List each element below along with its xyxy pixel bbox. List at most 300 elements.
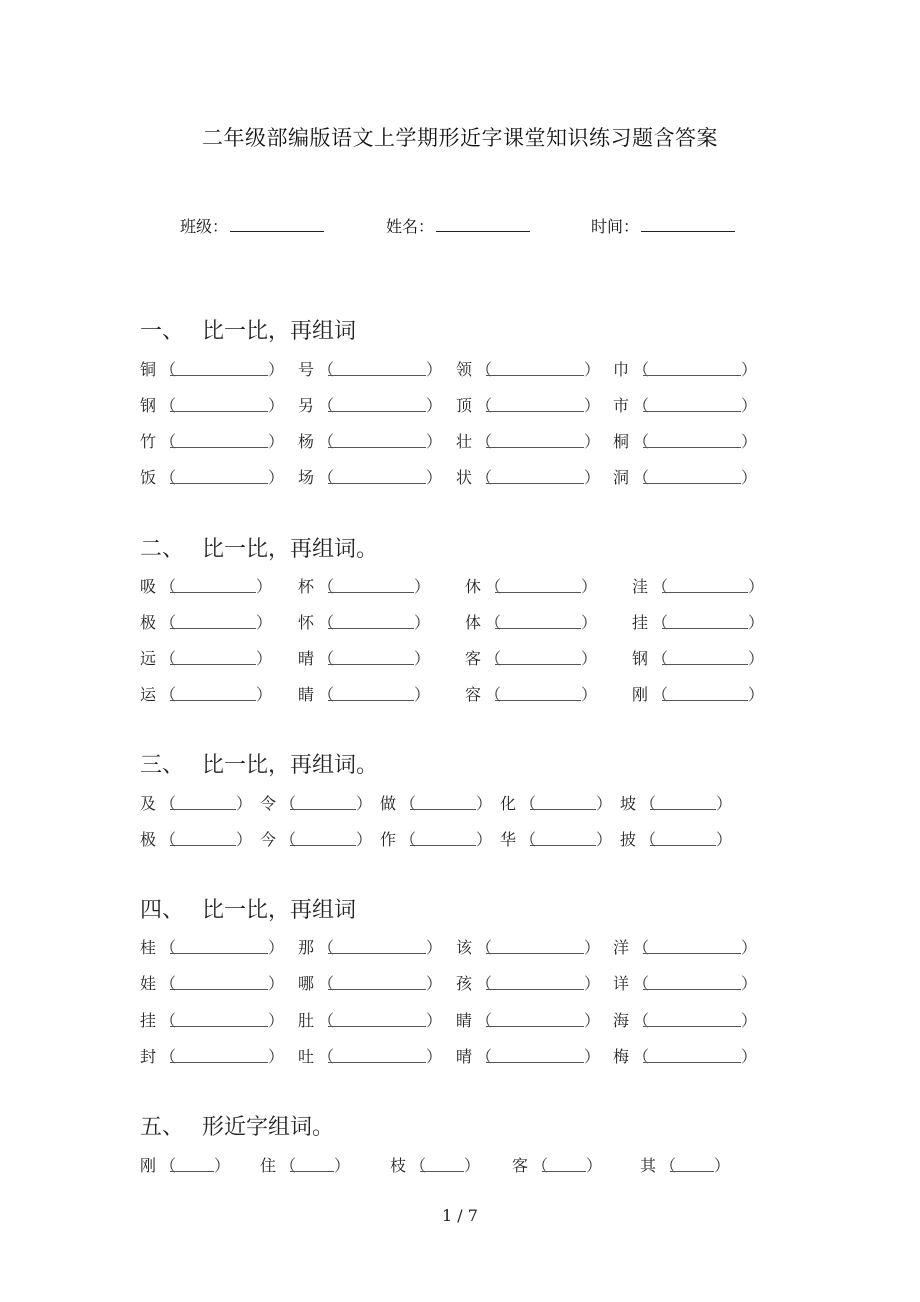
- word-item: [260, 829, 372, 851]
- answer-blank[interactable]: [650, 829, 716, 846]
- close-paren: ）: [581, 649, 598, 668]
- section-heading-text: 形近字组词。: [202, 1115, 335, 1140]
- character: 远: [140, 649, 157, 668]
- close-paren: ）: [716, 794, 733, 813]
- open-paren: （: [160, 794, 177, 813]
- open-paren: （: [485, 685, 502, 704]
- close-paren: ）: [714, 1156, 731, 1175]
- section-heading-text: 比一比，再组词。: [202, 753, 379, 778]
- character: 号: [298, 360, 315, 379]
- close-paren: ）: [584, 1047, 601, 1066]
- close-paren: ）: [741, 468, 758, 487]
- character: 另: [298, 396, 315, 415]
- answer-blank[interactable]: [420, 1155, 464, 1172]
- close-paren: ）: [716, 830, 733, 849]
- answer-blank[interactable]: [170, 359, 268, 376]
- answer-blank[interactable]: [290, 793, 356, 810]
- answer-blank[interactable]: [530, 793, 596, 810]
- character: 化: [500, 794, 517, 813]
- word-item: [613, 467, 757, 489]
- open-paren: （: [160, 432, 177, 451]
- answer-blank[interactable]: [328, 359, 426, 376]
- answer-blank[interactable]: [328, 612, 414, 629]
- answer-blank[interactable]: [530, 829, 596, 846]
- character: 娃: [140, 974, 157, 993]
- character: 梅: [613, 1047, 630, 1066]
- answer-blank[interactable]: [643, 431, 741, 448]
- open-paren: （: [633, 432, 650, 451]
- close-paren: ）: [256, 613, 273, 632]
- open-paren: （: [410, 1156, 427, 1175]
- word-item: [500, 793, 612, 815]
- answer-blank[interactable]: [170, 576, 256, 593]
- character: 其: [640, 1156, 657, 1175]
- open-paren: （: [318, 1047, 335, 1066]
- close-paren: ）: [741, 396, 758, 415]
- close-paren: ）: [256, 577, 273, 596]
- close-paren: ）: [414, 685, 431, 704]
- open-paren: （: [485, 613, 502, 632]
- answer-blank[interactable]: [486, 431, 584, 448]
- character: 晴: [298, 649, 315, 668]
- word-item: [140, 648, 272, 670]
- character: 吐: [298, 1047, 315, 1066]
- close-paren: ）: [741, 974, 758, 993]
- word-item: [456, 1010, 600, 1032]
- section-heading: [140, 314, 356, 345]
- character: 钢: [140, 396, 157, 415]
- close-paren: ）: [584, 1011, 601, 1030]
- open-paren: （: [160, 396, 177, 415]
- word-item: [512, 1155, 602, 1177]
- character: 市: [613, 396, 630, 415]
- character: 桐: [613, 432, 630, 451]
- character: 极: [140, 830, 157, 849]
- open-paren: （: [532, 1156, 549, 1175]
- word-item: [465, 576, 597, 598]
- open-paren: （: [318, 577, 335, 596]
- open-paren: （: [652, 649, 669, 668]
- close-paren: ）: [256, 685, 273, 704]
- word-item: [298, 395, 442, 417]
- character: 运: [140, 685, 157, 704]
- close-paren: ）: [426, 396, 443, 415]
- close-paren: ）: [268, 360, 285, 379]
- answer-blank[interactable]: [170, 793, 236, 810]
- answer-blank[interactable]: [662, 684, 748, 701]
- character: 封: [140, 1047, 157, 1066]
- character: 洋: [613, 938, 630, 957]
- section-heading: [140, 893, 356, 924]
- open-paren: （: [280, 830, 297, 849]
- word-item: [456, 395, 600, 417]
- open-paren: （: [318, 468, 335, 487]
- open-paren: （: [476, 432, 493, 451]
- answer-blank[interactable]: [170, 431, 268, 448]
- section-number: 四、: [140, 898, 185, 923]
- name-field: [386, 214, 530, 237]
- character: 肚: [298, 1011, 315, 1030]
- time-blank[interactable]: [641, 217, 735, 232]
- character: 洼: [632, 577, 649, 596]
- answer-blank[interactable]: [170, 467, 268, 484]
- character: 枝: [390, 1156, 407, 1175]
- answer-blank[interactable]: [643, 973, 741, 990]
- answer-blank[interactable]: [662, 648, 748, 665]
- open-paren: （: [633, 974, 650, 993]
- close-paren: ）: [596, 794, 613, 813]
- character: 桂: [140, 938, 157, 957]
- character: 该: [456, 938, 473, 957]
- word-item: [298, 973, 442, 995]
- answer-blank[interactable]: [328, 937, 426, 954]
- answer-blank[interactable]: [495, 648, 581, 665]
- close-paren: ）: [268, 1047, 285, 1066]
- character: 刚: [140, 1156, 157, 1175]
- answer-blank[interactable]: [650, 793, 716, 810]
- close-paren: ）: [414, 613, 431, 632]
- word-item: [613, 937, 757, 959]
- close-paren: ）: [741, 360, 758, 379]
- open-paren: （: [318, 613, 335, 632]
- open-paren: （: [160, 649, 177, 668]
- close-paren: ）: [748, 685, 765, 704]
- open-paren: （: [476, 468, 493, 487]
- close-paren: ）: [748, 649, 765, 668]
- page-number: 1 / 7: [442, 1206, 478, 1225]
- close-paren: ）: [464, 1156, 481, 1175]
- close-paren: ）: [584, 938, 601, 957]
- close-paren: ）: [476, 830, 493, 849]
- open-paren: （: [652, 613, 669, 632]
- open-paren: （: [160, 685, 177, 704]
- word-item: [140, 612, 272, 634]
- word-item: [620, 829, 732, 851]
- answer-blank[interactable]: [495, 576, 581, 593]
- answer-blank[interactable]: [486, 937, 584, 954]
- character: 详: [613, 974, 630, 993]
- open-paren: （: [476, 938, 493, 957]
- document-title: 二年级部编版语文上学期形近字课堂知识练习题含答案: [202, 126, 718, 150]
- word-item: [500, 829, 612, 851]
- open-paren: （: [160, 830, 177, 849]
- word-item: [260, 1155, 350, 1177]
- character: 令: [260, 794, 277, 813]
- character: 披: [620, 830, 637, 849]
- word-item: [140, 684, 272, 706]
- answer-blank[interactable]: [486, 467, 584, 484]
- close-paren: ）: [426, 1011, 443, 1030]
- open-paren: （: [318, 1011, 335, 1030]
- character: 坡: [620, 794, 637, 813]
- answer-blank[interactable]: [290, 829, 356, 846]
- character: 海: [613, 1011, 630, 1030]
- open-paren: （: [160, 974, 177, 993]
- word-item: [613, 1046, 757, 1068]
- word-item: [456, 937, 600, 959]
- open-paren: （: [660, 1156, 677, 1175]
- close-paren: ）: [748, 613, 765, 632]
- word-item: [380, 829, 492, 851]
- answer-blank[interactable]: [410, 829, 476, 846]
- word-item: [140, 431, 284, 453]
- close-paren: ）: [748, 577, 765, 596]
- word-item: [632, 648, 764, 670]
- word-item: [613, 431, 757, 453]
- word-item: [298, 612, 430, 634]
- answer-blank[interactable]: [170, 937, 268, 954]
- close-paren: ）: [581, 685, 598, 704]
- section-heading: [140, 532, 378, 563]
- answer-blank[interactable]: [170, 648, 256, 665]
- close-paren: ）: [268, 468, 285, 487]
- word-item: [632, 612, 764, 634]
- open-paren: （: [160, 360, 177, 379]
- open-paren: （: [160, 938, 177, 957]
- character: 孩: [456, 974, 473, 993]
- character: 挂: [140, 1011, 157, 1030]
- answer-blank[interactable]: [328, 576, 414, 593]
- section-heading-text: 比一比，再组词: [202, 898, 357, 923]
- answer-blank[interactable]: [495, 612, 581, 629]
- close-paren: ）: [741, 1011, 758, 1030]
- close-paren: ）: [426, 432, 443, 451]
- character: 容: [465, 685, 482, 704]
- word-item: [632, 576, 764, 598]
- answer-blank[interactable]: [170, 1155, 214, 1172]
- section-number: 五、: [140, 1115, 185, 1140]
- close-paren: ）: [414, 577, 431, 596]
- answer-blank[interactable]: [170, 829, 236, 846]
- close-paren: ）: [414, 649, 431, 668]
- close-paren: ）: [268, 396, 285, 415]
- word-item: [390, 1155, 480, 1177]
- character: 哪: [298, 974, 315, 993]
- answer-blank[interactable]: [486, 395, 584, 412]
- close-paren: ）: [741, 1047, 758, 1066]
- open-paren: （: [520, 830, 537, 849]
- word-item: [456, 431, 600, 453]
- open-paren: （: [476, 360, 493, 379]
- open-paren: （: [318, 432, 335, 451]
- word-item: [298, 1010, 442, 1032]
- close-paren: ）: [268, 974, 285, 993]
- character: 状: [456, 468, 473, 487]
- open-paren: （: [520, 794, 537, 813]
- answer-blank[interactable]: [670, 1155, 714, 1172]
- section-heading: [140, 1110, 334, 1141]
- answer-blank[interactable]: [662, 612, 748, 629]
- word-item: [140, 793, 252, 815]
- character: 住: [260, 1156, 277, 1175]
- character: 那: [298, 938, 315, 957]
- class-blank[interactable]: [230, 217, 324, 232]
- answer-blank[interactable]: [328, 467, 426, 484]
- word-item: [632, 684, 764, 706]
- close-paren: ）: [426, 360, 443, 379]
- answer-blank[interactable]: [662, 576, 748, 593]
- close-paren: ）: [426, 974, 443, 993]
- answer-blank[interactable]: [486, 359, 584, 376]
- open-paren: （: [160, 1156, 177, 1175]
- answer-blank[interactable]: [290, 1155, 334, 1172]
- character: 场: [298, 468, 315, 487]
- close-paren: ）: [256, 649, 273, 668]
- answer-blank[interactable]: [170, 684, 256, 701]
- close-paren: ）: [581, 577, 598, 596]
- section-number: 二、: [140, 537, 185, 562]
- close-paren: ）: [236, 830, 253, 849]
- open-paren: （: [318, 360, 335, 379]
- close-paren: ）: [584, 974, 601, 993]
- section-heading: [140, 748, 378, 779]
- answer-blank[interactable]: [542, 1155, 586, 1172]
- open-paren: （: [652, 685, 669, 704]
- answer-blank[interactable]: [328, 648, 414, 665]
- character: 竹: [140, 432, 157, 451]
- character: 体: [465, 613, 482, 632]
- answer-blank[interactable]: [643, 937, 741, 954]
- word-item: [140, 467, 284, 489]
- answer-blank[interactable]: [170, 1046, 268, 1063]
- close-paren: ）: [426, 1047, 443, 1066]
- answer-blank[interactable]: [643, 395, 741, 412]
- answer-blank[interactable]: [170, 395, 268, 412]
- answer-blank[interactable]: [495, 684, 581, 701]
- character: 杨: [298, 432, 315, 451]
- close-paren: ）: [426, 468, 443, 487]
- character: 客: [512, 1156, 529, 1175]
- open-paren: （: [318, 649, 335, 668]
- section-number: 三、: [140, 753, 185, 778]
- character: 今: [260, 830, 277, 849]
- open-paren: （: [476, 396, 493, 415]
- open-paren: （: [633, 360, 650, 379]
- character: 怀: [298, 613, 315, 632]
- character: 领: [456, 360, 473, 379]
- time-field: [591, 214, 735, 237]
- answer-blank[interactable]: [328, 1010, 426, 1027]
- word-item: [298, 1046, 442, 1068]
- answer-blank[interactable]: [643, 1010, 741, 1027]
- character: 华: [500, 830, 517, 849]
- open-paren: （: [633, 1011, 650, 1030]
- word-item: [465, 612, 597, 634]
- word-item: [298, 648, 430, 670]
- answer-blank[interactable]: [170, 612, 256, 629]
- answer-blank[interactable]: [486, 1046, 584, 1063]
- open-paren: （: [476, 974, 493, 993]
- answer-blank[interactable]: [486, 1010, 584, 1027]
- word-item: [140, 395, 284, 417]
- answer-blank[interactable]: [170, 973, 268, 990]
- answer-blank[interactable]: [486, 973, 584, 990]
- open-paren: （: [318, 396, 335, 415]
- answer-blank[interactable]: [643, 359, 741, 376]
- open-paren: （: [640, 830, 657, 849]
- character: 吸: [140, 577, 157, 596]
- close-paren: ）: [741, 432, 758, 451]
- open-paren: （: [318, 974, 335, 993]
- close-paren: ）: [268, 432, 285, 451]
- answer-blank[interactable]: [328, 431, 426, 448]
- character: 刚: [632, 685, 649, 704]
- open-paren: （: [160, 577, 177, 596]
- close-paren: ）: [356, 794, 373, 813]
- word-item: [140, 576, 272, 598]
- close-paren: ）: [476, 794, 493, 813]
- open-paren: （: [160, 1047, 177, 1066]
- name-label: 姓名：: [386, 217, 435, 236]
- open-paren: （: [280, 1156, 297, 1175]
- close-paren: ）: [584, 432, 601, 451]
- character: 晴: [456, 1047, 473, 1066]
- word-item: [298, 684, 430, 706]
- close-paren: ）: [214, 1156, 231, 1175]
- word-item: [298, 431, 442, 453]
- character: 钢: [632, 649, 649, 668]
- word-item: [298, 359, 442, 381]
- word-item: [140, 1046, 284, 1068]
- close-paren: ）: [584, 360, 601, 379]
- answer-blank[interactable]: [328, 684, 414, 701]
- open-paren: （: [318, 685, 335, 704]
- answer-blank[interactable]: [328, 1046, 426, 1063]
- open-paren: （: [400, 830, 417, 849]
- word-item: [140, 1155, 230, 1177]
- open-paren: （: [640, 794, 657, 813]
- open-paren: （: [400, 794, 417, 813]
- section-number: 一、: [140, 319, 185, 344]
- section-heading-text: 比一比，再组词: [202, 319, 357, 344]
- word-item: [260, 793, 372, 815]
- word-item: [456, 359, 600, 381]
- word-item: [613, 973, 757, 995]
- class-field: [180, 214, 324, 237]
- open-paren: （: [633, 468, 650, 487]
- answer-blank[interactable]: [643, 1046, 741, 1063]
- close-paren: ）: [586, 1156, 603, 1175]
- character: 睛: [298, 685, 315, 704]
- answer-blank[interactable]: [170, 1010, 268, 1027]
- close-paren: ）: [426, 938, 443, 957]
- word-item: [613, 395, 757, 417]
- word-item: [613, 359, 757, 381]
- open-paren: （: [160, 1011, 177, 1030]
- open-paren: （: [633, 396, 650, 415]
- close-paren: ）: [268, 1011, 285, 1030]
- name-blank[interactable]: [436, 217, 530, 232]
- open-paren: （: [485, 577, 502, 596]
- word-item: [640, 1155, 730, 1177]
- character: 客: [465, 649, 482, 668]
- character: 铜: [140, 360, 157, 379]
- character: 杯: [298, 577, 315, 596]
- open-paren: （: [160, 613, 177, 632]
- word-item: [620, 793, 732, 815]
- answer-blank[interactable]: [643, 467, 741, 484]
- answer-blank[interactable]: [328, 395, 426, 412]
- word-item: [140, 973, 284, 995]
- answer-blank[interactable]: [328, 973, 426, 990]
- word-item: [456, 973, 600, 995]
- close-paren: ）: [584, 468, 601, 487]
- section-heading-text: 比一比，再组词。: [202, 537, 379, 562]
- open-paren: （: [476, 1011, 493, 1030]
- character: 巾: [613, 360, 630, 379]
- time-label: 时间：: [591, 217, 640, 236]
- answer-blank[interactable]: [410, 793, 476, 810]
